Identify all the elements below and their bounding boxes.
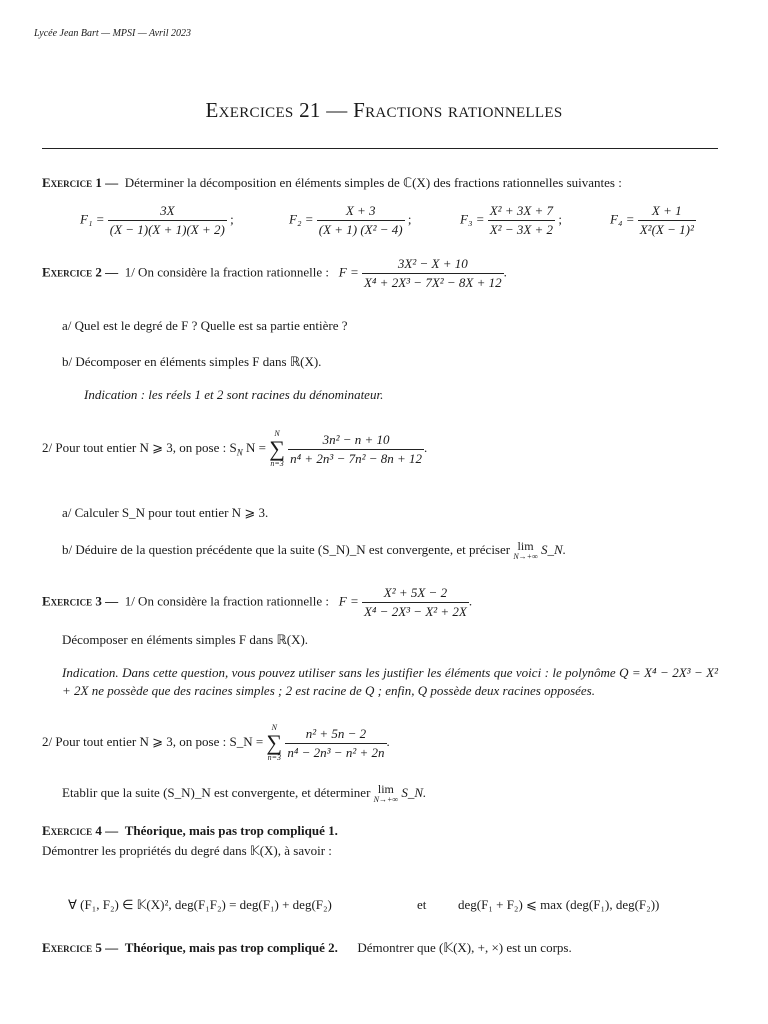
fraction-separator: ; (407, 211, 412, 227)
fraction-lhs: F₄ = (610, 211, 635, 227)
fraction-F3-body (488, 203, 555, 238)
exercise-2-question-2a: a/ Calculer S_N pour tout entier N ⩾ 3. (62, 505, 269, 520)
page-header: Lycée Jean Bart — MPSI — Avril 2023 (34, 28, 191, 39)
fraction-numerator: X² + 5X − 2 (362, 585, 469, 603)
fraction-denominator: X⁴ − 2X³ − X² + 2X (363, 604, 467, 619)
fraction-denominator: (X − 1)(X + 1)(X + 2) (109, 222, 225, 237)
fraction-numerator: n² + 5n − 2 (285, 726, 386, 744)
q2-text: 2/ Pour tout entier N ⩾ 3, on pose : S (42, 439, 237, 455)
exercise-2-hint (84, 387, 383, 403)
exercise-3-decompose: Décomposer en éléments simples F dans ℝ(X). (62, 632, 309, 647)
fraction-numerator: 3X (108, 203, 227, 221)
exercise-2-fraction (362, 256, 504, 291)
exercise-3-fraction (362, 585, 469, 620)
q2-text: 2/ Pour tout entier N ⩾ 3, on pose : S_N = (42, 733, 264, 749)
fraction-F1-body (108, 203, 227, 238)
fraction-numerator: 3X² − X + 10 (362, 256, 504, 274)
title-rule (42, 148, 718, 149)
exercise-3-label: Exercice 3 — (42, 593, 119, 609)
exercise-4-text: Démontrer les propriétés du degré dans 𝕂(X), à savoir : (42, 843, 332, 858)
exercise-2-label: Exercice 2 — (42, 264, 119, 280)
fraction-numerator: X² + 3X + 7 (488, 203, 555, 221)
fraction-denominator: (X + 1) (X² − 4) (318, 222, 403, 237)
exercise-2-q1: 1/ On considère la fraction rationnelle : (124, 264, 329, 280)
exercise-5-subtitle: Théorique, mais pas trop compliqué 2. (124, 940, 338, 955)
exercise-2-sum-fraction (288, 432, 424, 467)
lim-word: lim (517, 539, 534, 553)
exercise-4-formula-and: et (417, 897, 427, 912)
exercise-4-label: Exercice 4 — (42, 823, 119, 838)
fraction-denominator: X⁴ + 2X³ − 7X² − 8X + 12 (363, 275, 502, 290)
exercise-1-statement (42, 175, 622, 191)
exercise-2-question-b: b/ Décomposer en éléments simples F dans ℝ(X). (62, 354, 322, 369)
fraction-F3 (460, 203, 562, 238)
conv-text: Etablir que la suite (S_N)_N est convergente, et déterminer (62, 784, 371, 800)
limit-operator (513, 540, 537, 562)
lim-tail: S_N. (401, 784, 427, 800)
hint-text: : les réels 1 et 2 sont racines du dénominateur. (137, 387, 384, 402)
lim-word: lim (377, 782, 394, 796)
lim-under: N→+∞ (373, 795, 399, 805)
exercise-2-question-2b (62, 540, 566, 562)
exercise-3-q1: 1/ On considère la fraction rationnelle : (124, 593, 329, 609)
fraction-denominator: X²(X − 1)² (639, 222, 694, 237)
q2-equals: N = (245, 439, 266, 455)
lim-under: N→+∞ (513, 552, 538, 562)
exercise-2-statement: Exercice 2 — 1/ On considère la fraction rationnelle : F = $\frac{\text{3X² − X + 10}}{\text{X⁴ + 2X³ − 7X² − 8X + 12}}$ . (42, 256, 507, 290)
fraction-denominator: X² − 3X + 2 (489, 222, 554, 237)
q2b-text: b/ Déduire de la question précédente que la suite (S_N)_N est convergente, et préciser (62, 541, 511, 557)
sum-upper: N (271, 723, 277, 732)
fraction-lhs: F₁ = (80, 211, 105, 227)
sum-symbol: N ∑ n=3 (269, 429, 285, 468)
exercise-1-text: Déterminer la décomposition en éléments simples de ℂ(X) des fractions rationnelles suivantes : (124, 175, 622, 190)
exercise-1-label: Exercice 1 — (42, 175, 119, 190)
exercise-3-sum-fraction (285, 726, 386, 761)
exercise-5-text: Démontrer que (𝕂(X), +, ×) est un corps. (357, 940, 572, 955)
fraction-F2 (289, 203, 412, 238)
exercise-4-subtitle: Théorique, mais pas trop compliqué 1. (124, 823, 338, 838)
fraction-numerator: 3n² − n + 10 (288, 432, 424, 450)
fraction-numerator: X + 1 (638, 203, 696, 221)
subscript-N: N (236, 447, 243, 458)
fraction-lhs: F₃ = (460, 211, 485, 227)
fraction-numerator: X + 3 (317, 203, 405, 221)
exercise-3-hint: Indication. Dans cette question, vous pouvez utiliser sans les justifier les éléments que voici : le polynôme Q = X⁴ − 2X³ − X² + 2X ne possède que des racines simples ; 2 est racine de Q ; enfin, Q possède deux racines opposées. (62, 665, 718, 698)
fraction-F4-body (638, 203, 696, 238)
sum-upper: N (274, 429, 280, 438)
lim-tail: S_N. (541, 541, 566, 557)
exercise-4-heading (42, 823, 338, 839)
exercise-3-statement: Exercice 3 — 1/ On considère la fraction rationnelle : F = $\frac{\text{X² + 5X − 2}}{\text{X⁴ − 2X³ − X² + 2X}}$ . (42, 585, 473, 619)
fraction-F1 (80, 203, 234, 238)
exercise-2-q2: 2/ Pour tout entier N ⩾ 3, on pose : $S_N$ N = N ∑ n=3 $\frac{\text{3n² − n + 10}}{\text{n⁴ + 2n³ − 7n² − 8n + 12}}$ . (42, 429, 428, 468)
fraction-separator: ; (558, 211, 562, 227)
exercise-4-formula-left: ∀ (F₁, F₂) ∈ 𝕂(X)², deg(F₁F₂) = deg(F₁) + deg(F₂) (68, 897, 332, 912)
limit-operator (374, 783, 398, 805)
exercise-5-statement (42, 940, 572, 956)
fraction-F4 (610, 203, 696, 238)
fraction-lhs: F = (338, 593, 359, 609)
sum-symbol: N ∑ n=3 (266, 723, 283, 762)
exercise-3-convergence (62, 783, 426, 805)
page-title: Exercices 21 — Fractions rationnelles (205, 98, 563, 122)
fraction-lhs: F₂ = (289, 211, 314, 227)
fraction-denominator: n⁴ + 2n³ − 7n² − 8n + 12 (290, 450, 423, 466)
fraction-F2-body (317, 203, 405, 238)
fraction-separator: ; (230, 211, 234, 227)
fraction-lhs: F = (338, 264, 359, 280)
exercise-3-q2: 2/ Pour tout entier N ⩾ 3, on pose : S_N = N ∑ n=3 $\frac{\text{n² + 5n − 2}}{\text{n⁴ − 2n³ − n² + 2n}}$ . (42, 723, 390, 762)
exercise-4-formula-right: deg(F₁ + F₂) ⩽ max (deg(F₁), deg(F₂)) (458, 897, 660, 912)
exercise-5-label: Exercice 5 — (42, 940, 119, 955)
fraction-denominator: n⁴ − 2n³ − n² + 2n (287, 744, 385, 760)
sum-lower: n=3 (267, 753, 281, 762)
exercise-2-question-a: a/ Quel est le degré de F ? Quelle est sa partie entière ? (62, 318, 348, 333)
hint-label: Indication (84, 387, 138, 402)
sum-lower: n=3 (270, 459, 284, 468)
